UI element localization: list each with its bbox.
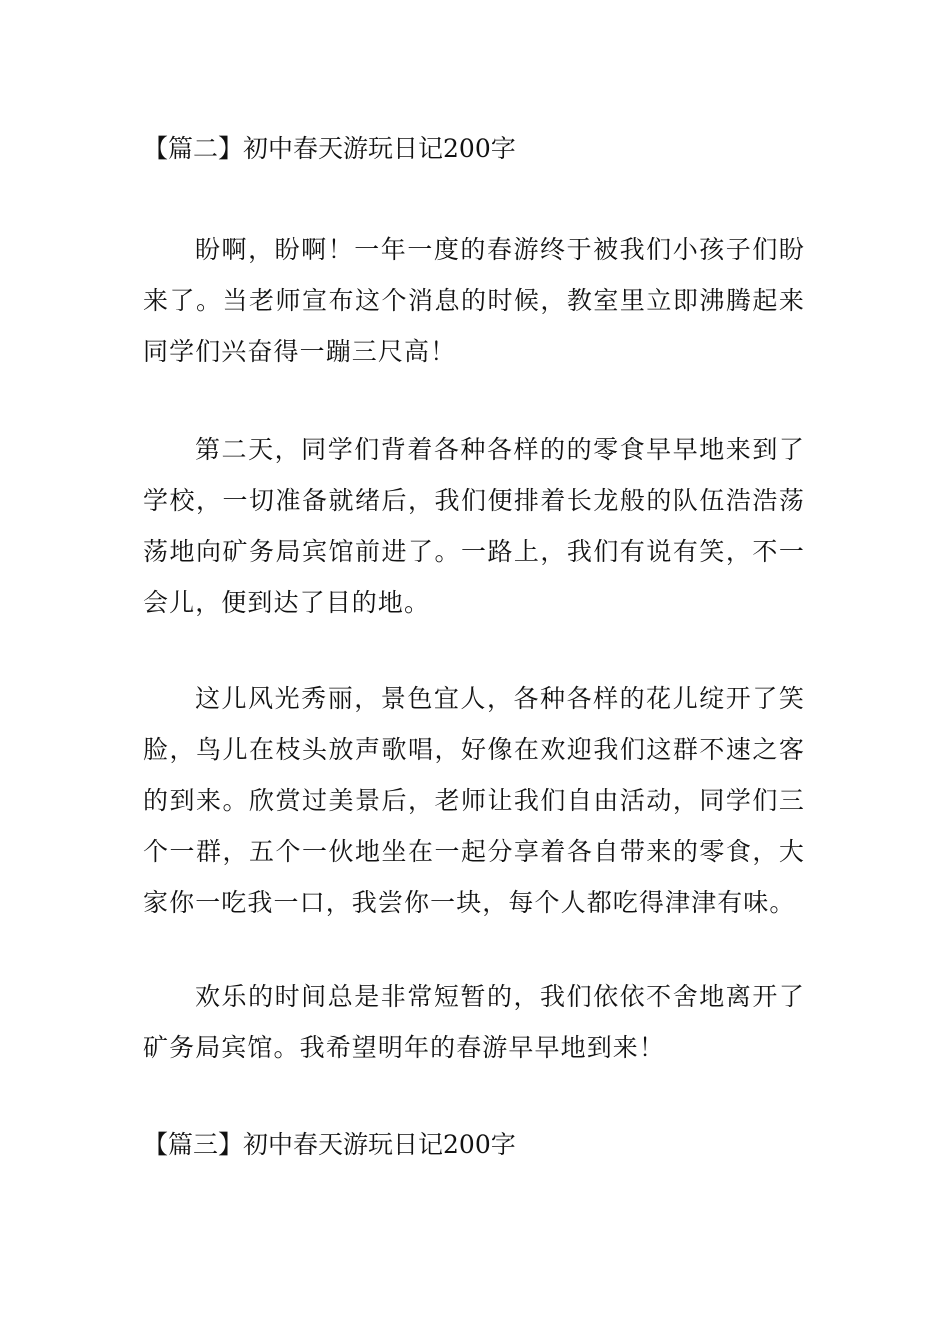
- section-heading-3: 【篇三】初中春天游玩日记200字: [143, 1130, 516, 1159]
- paragraph-4: 欢乐的时间总是非常短暂的，我们依依不舍地离开了矿务局宾馆。我希望明年的春游早早地到来！: [143, 982, 805, 1062]
- paragraph-3: 这儿风光秀丽，景色宜人，各种各样的花儿绽开了笑脸，鸟儿在枝头放声歌唱，好像在欢迎我们这群不速之客的到来。欣赏过美景后，老师让我们自由活动，同学们三个一群，五个一伙地坐在一起分享着各自带来的零食，大家你一吃我一口，我尝你一块，每个人都吃得津津有味。: [143, 684, 805, 917]
- section-heading-2: 【篇二】初中春天游玩日记200字: [143, 134, 516, 163]
- paragraph-1: 盼啊，盼啊！一年一度的春游终于被我们小孩子们盼来了。当老师宣布这个消息的时候，教室里立即沸腾起来同学们兴奋得一蹦三尺高！: [143, 235, 805, 366]
- paragraph-2: 第二天，同学们背着各种各样的的零食早早地来到了学校，一切准备就绪后，我们便排着长龙般的队伍浩浩荡荡地向矿务局宾馆前进了。一路上，我们有说有笑，不一会儿，便到达了目的地。: [143, 435, 805, 617]
